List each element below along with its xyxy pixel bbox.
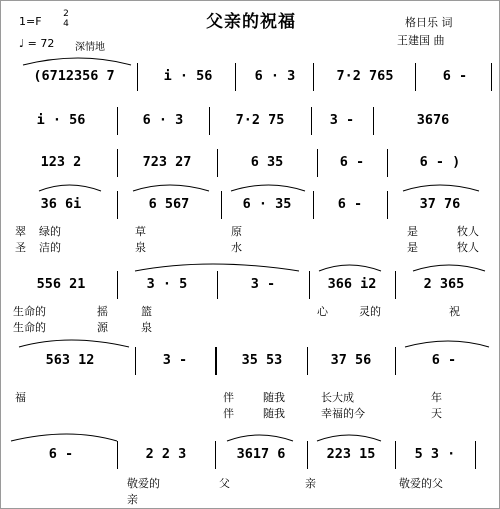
measure: 2 2 3 bbox=[145, 446, 187, 462]
notes-line bbox=[9, 147, 493, 177]
notes-line bbox=[9, 105, 493, 135]
song-title: 父亲的祝福 bbox=[206, 12, 296, 32]
lyricist-credit: 格日乐 词 bbox=[405, 16, 453, 29]
key-signature: 1=F bbox=[19, 15, 42, 28]
lyric-line-1: 翠 绿的 草 原 是 牧人 bbox=[15, 225, 479, 238]
measure: 6 35 bbox=[250, 154, 284, 170]
measure: 6 - bbox=[431, 352, 457, 368]
measure: 3617 6 bbox=[236, 446, 286, 462]
notes-line bbox=[9, 189, 493, 219]
measure: 7·2 765 bbox=[336, 68, 394, 84]
measure: 556 21 bbox=[36, 276, 86, 292]
measure: i · 56 bbox=[36, 112, 86, 128]
measure: 35 53 bbox=[241, 352, 283, 368]
measure: 5 3 · bbox=[414, 446, 456, 462]
measure: 3 - bbox=[162, 352, 188, 368]
lyric-line-2: 生命的 源 泉 bbox=[13, 321, 152, 334]
measure: 6 · 35 bbox=[242, 196, 292, 212]
measure: 6 - bbox=[48, 446, 74, 462]
measure: 6 - bbox=[337, 196, 363, 212]
measure: 2 365 bbox=[423, 276, 465, 292]
lyric-line-1: 福 伴 随我 长大成 年 bbox=[15, 391, 442, 404]
measure: 123 2 bbox=[40, 154, 82, 170]
lyric-line-2: 圣 洁的 泉 水 是 牧人 bbox=[15, 241, 479, 254]
measure: 563 12 bbox=[45, 352, 95, 368]
notes-line bbox=[9, 345, 493, 375]
measure: 6 - bbox=[339, 154, 365, 170]
measure: 6 567 bbox=[148, 196, 190, 212]
time-signature-top: 2 bbox=[63, 9, 69, 19]
notes-line bbox=[9, 439, 493, 469]
measure: 223 15 bbox=[326, 446, 376, 462]
measure: 6 - bbox=[442, 68, 468, 84]
measure: 6 · 3 bbox=[142, 112, 184, 128]
composer-credit: 王建国 曲 bbox=[397, 34, 445, 47]
lyric-line-1: 生命的 摇 篮 心 灵的 祝 bbox=[13, 305, 460, 318]
measure: 37 56 bbox=[330, 352, 372, 368]
measure: 6 - ) bbox=[419, 154, 461, 170]
measure: 366 i2 bbox=[327, 276, 377, 292]
measure: 3 · 5 bbox=[146, 276, 188, 292]
measure: (6712356 7 bbox=[33, 68, 115, 84]
measure: 3 - bbox=[250, 276, 276, 292]
lyric-line-2: 伴 随我 幸福的今 天 bbox=[223, 407, 442, 420]
notes-line bbox=[9, 269, 493, 299]
measure: i · 56 bbox=[163, 68, 213, 84]
measure: 37 76 bbox=[419, 196, 461, 212]
notes-line bbox=[9, 61, 493, 91]
time-signature-bottom: 4 bbox=[63, 19, 69, 29]
measure: 6 · 3 bbox=[254, 68, 296, 84]
expression-mark: 深情地 bbox=[75, 42, 105, 53]
tempo-mark: ♩ = 72 bbox=[19, 37, 55, 50]
measure: 36 6i bbox=[40, 196, 82, 212]
time-signature bbox=[61, 9, 71, 29]
measure: 723 27 bbox=[142, 154, 192, 170]
measure: 3676 bbox=[416, 112, 450, 128]
measure: 7·2 75 bbox=[235, 112, 285, 128]
measure: 3 - bbox=[329, 112, 355, 128]
lyric-line-1: 敬爱的 父 亲 敬爱的父亲 bbox=[127, 477, 443, 506]
